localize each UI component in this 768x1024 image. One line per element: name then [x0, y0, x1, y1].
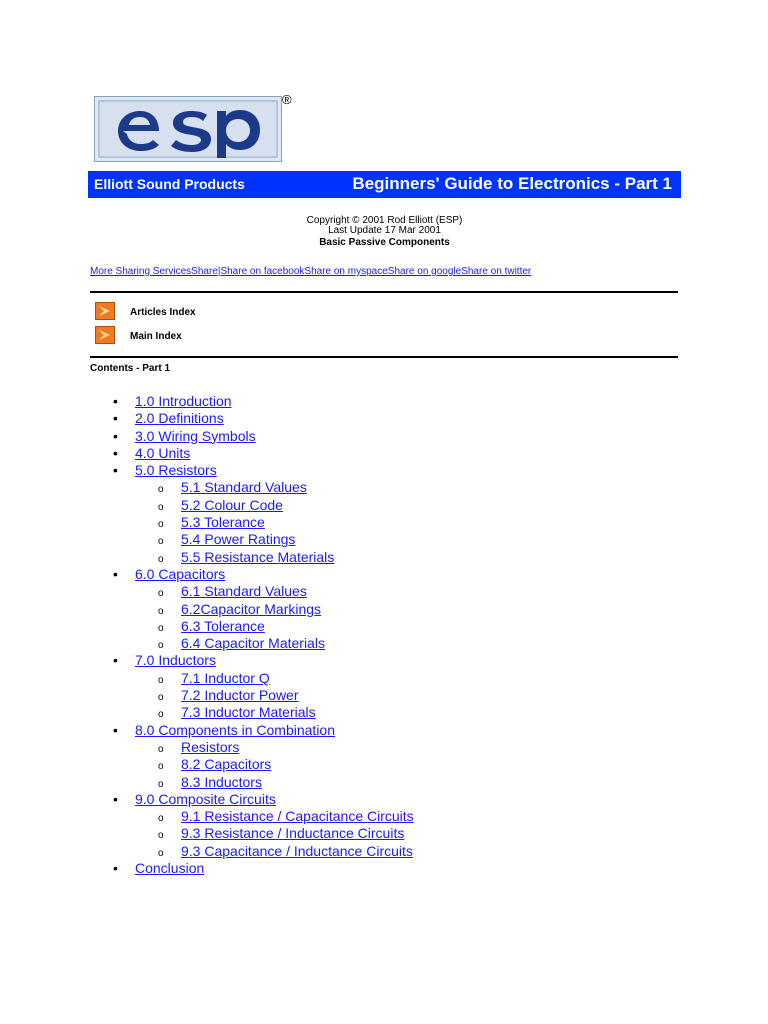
list-item [0, 393, 768, 410]
list-item [0, 860, 768, 877]
list-item [0, 445, 768, 462]
list-item [0, 549, 768, 566]
share-myspace-link[interactable]: Share on myspace [304, 266, 388, 277]
list-item [0, 497, 768, 514]
toc-link[interactable]: 5.2 Colour Code [181, 496, 283, 513]
list-item [0, 825, 768, 842]
toc-link[interactable]: 6.0 Capacitors [135, 565, 226, 582]
title-banner [88, 171, 681, 198]
page-title: Beginners' Guide to Electronics - Part 1 [352, 174, 672, 193]
bullet-marker: • [113, 721, 118, 738]
list-item [0, 462, 768, 479]
bullet-marker: • [113, 790, 118, 807]
share-facebook-link[interactable]: Share on facebook [220, 266, 305, 277]
bullet-marker: • [113, 393, 118, 409]
copyright-line: Copyright © 2001 Rod Elliott (ESP) [306, 215, 463, 226]
toc-link[interactable]: 7.1 Inductor Q [181, 669, 270, 686]
list-item [0, 428, 768, 445]
share-bar [90, 266, 531, 277]
toc-link[interactable]: 5.3 Tolerance [181, 514, 265, 531]
toc-link[interactable]: Conclusion [135, 860, 205, 877]
sub-bullet-marker: o [158, 674, 164, 686]
esp-logo-mark [95, 97, 281, 161]
sub-bullet-marker: o [158, 519, 164, 531]
list-item [0, 808, 768, 825]
toc-link[interactable]: 9.0 Composite Circuits [135, 790, 276, 807]
toc-link[interactable]: 6.1 Standard Values [181, 583, 307, 600]
list-item [0, 479, 768, 496]
logo-badge [94, 96, 282, 162]
toc-link[interactable]: 7.3 Inductor Materials [181, 704, 316, 721]
toc-link[interactable]: 9.1 Resistance / Capacitance Circuits [181, 808, 414, 825]
toc-link[interactable]: 8.0 Components in Combination [135, 721, 336, 738]
page-subtitle: Basic Passive Components [319, 237, 450, 248]
bullet-marker: • [113, 427, 118, 444]
articles-index-label: Articles Index [130, 307, 196, 318]
sub-bullet-marker: o [158, 605, 164, 617]
list-item [0, 739, 768, 756]
toc-link[interactable]: 6.4 Capacitor Materials [181, 635, 325, 652]
list-item [0, 514, 768, 531]
registered-mark: ® [282, 92, 292, 107]
list-item [0, 566, 768, 583]
toc-link[interactable]: 7.2 Inductor Power [181, 687, 299, 704]
toc-link[interactable]: 5.1 Standard Values [181, 479, 307, 496]
share-google-link[interactable]: Share on google [387, 266, 462, 277]
bullet-marker: • [113, 444, 118, 461]
bullet-marker: • [113, 462, 118, 479]
toc-link[interactable]: 2.0 Definitions [135, 410, 224, 427]
share-twitter-link[interactable]: Share on twitter [461, 266, 532, 277]
list-item [0, 687, 768, 704]
toc-link[interactable]: 4.0 Units [135, 444, 191, 461]
list-item [0, 531, 768, 548]
table-of-contents [0, 393, 768, 877]
sub-bullet-marker: o [158, 553, 164, 565]
toc-link[interactable]: 5.0 Resistors [135, 462, 217, 479]
list-item [0, 791, 768, 808]
contents-heading: Contents - Part 1 [90, 363, 171, 374]
sub-bullet-marker: o [158, 536, 164, 548]
bullet-marker: • [113, 652, 118, 669]
divider-top [90, 291, 678, 293]
list-item [0, 618, 768, 635]
last-update-line: Last Update 17 Mar 2001 [328, 225, 441, 236]
sub-bullet-marker: o [158, 692, 164, 704]
toc-link[interactable]: 8.3 Inductors [181, 773, 262, 790]
arrow-right-icon [95, 302, 115, 320]
list-item [0, 635, 768, 652]
list-item [0, 583, 768, 600]
sub-bullet-marker: o [158, 622, 164, 634]
sub-bullet-marker: o [158, 501, 164, 513]
toc-link[interactable]: 9.3 Capacitance / Inductance Circuits [181, 842, 413, 859]
bullet-marker: • [113, 410, 118, 427]
sub-bullet-marker: o [158, 640, 164, 652]
arrow-right-icon [95, 326, 115, 344]
list-item [0, 652, 768, 669]
sub-bullet-marker: o [158, 709, 164, 721]
share-separator[interactable]: | [217, 266, 221, 277]
bullet-marker: • [113, 565, 118, 582]
toc-link[interactable]: 5.4 Power Ratings [181, 531, 296, 548]
esp-logo [94, 94, 294, 162]
main-index-label: Main Index [130, 331, 182, 342]
bullet-marker: • [113, 860, 118, 877]
more-sharing-link[interactable]: More Sharing ServicesShare [90, 266, 218, 277]
list-item [0, 843, 768, 860]
toc-link[interactable]: 1.0 Introduction [135, 393, 232, 409]
sub-bullet-marker: o [158, 588, 164, 600]
toc-link[interactable]: 9.3 Resistance / Inductance Circuits [181, 825, 405, 842]
list-item [0, 704, 768, 721]
sub-bullet-marker: o [158, 813, 164, 825]
sub-bullet-marker: o [158, 743, 164, 755]
sub-bullet-marker: o [158, 830, 164, 842]
toc-link[interactable]: 6.3 Tolerance [181, 617, 265, 634]
main-index-link[interactable] [95, 326, 235, 346]
list-item [0, 756, 768, 773]
sub-bullet-marker: o [158, 778, 164, 790]
toc-link[interactable]: 8.2 Capacitors [181, 756, 272, 773]
list-item [0, 722, 768, 739]
toc-link[interactable]: 3.0 Wiring Symbols [135, 427, 256, 444]
list-item [0, 601, 768, 618]
list-item [0, 410, 768, 427]
list-item [0, 670, 768, 687]
sub-bullet-marker: o [158, 761, 164, 773]
divider-bottom [90, 356, 678, 358]
toc-link[interactable]: 5.5 Resistance Materials [181, 548, 335, 565]
sub-bullet-marker: o [158, 847, 164, 859]
site-name: Elliott Sound Products [94, 176, 245, 192]
articles-index-link[interactable] [95, 302, 235, 322]
list-item [0, 774, 768, 791]
toc-link[interactable]: 6.2Capacitor Markings [181, 600, 322, 617]
sub-bullet-marker: o [158, 484, 164, 496]
toc-link[interactable]: Resistors [181, 738, 240, 755]
toc-link[interactable]: 7.0 Inductors [135, 652, 216, 669]
